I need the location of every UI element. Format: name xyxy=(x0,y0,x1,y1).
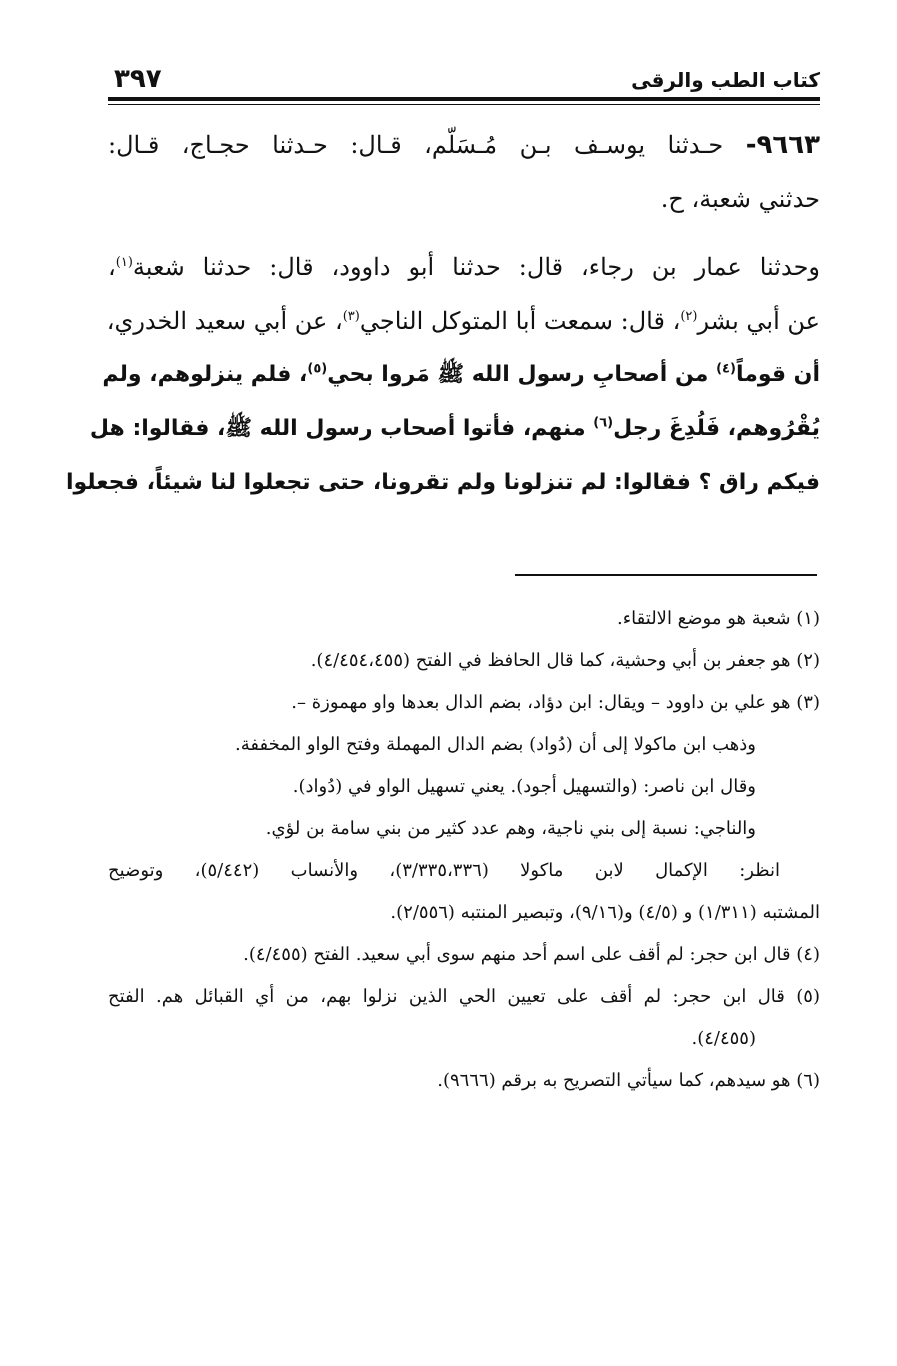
footnote-4: (٤) قال ابن حجر: لم أقف على اسم أحد منهم سوى أبي سعيد. الفتح (٤/٤٥٥). xyxy=(243,944,820,965)
text-line xyxy=(65,456,820,510)
text-segment: منهم، فأتوا أصحاب رسول الله ﷺ، فقالوا: هل xyxy=(89,416,594,441)
footnote-marker[interactable]: (٣) xyxy=(342,309,360,324)
footnote-3-continued: وذهب ابن ماكولا إلى أن (دُواد) بضم الدال المهملة وفتح الواو المخففة. xyxy=(235,734,756,755)
text-segment: ، قال: سمعت أبا المتوكل الناجي xyxy=(359,307,681,335)
header-rule xyxy=(108,97,820,101)
footnote-marker[interactable]: (٦) xyxy=(593,415,614,431)
footnote-marker[interactable]: (٤) xyxy=(716,361,736,377)
text-line xyxy=(102,348,820,402)
footnote-6: (٦) هو سيدهم، كما سيأتي التصريح به برقم (٩٦٦٦). xyxy=(437,1070,820,1091)
footnote-3-continued: المشتبه (١/٣١١) و (٤/٥) و(٩/١٦)، وتبصير المنتبه (٢/٥٥٦). xyxy=(390,902,820,923)
footnote-3: (٣) هو علي بن داوود – ويقال: ابن دؤاد، بضم الدال بعدها واو مهموزة –. xyxy=(291,692,820,713)
footnote-marker[interactable]: (١) xyxy=(115,255,133,270)
text-line xyxy=(108,172,820,226)
text-segment: من أصحابِ رسول الله ﷺ مَروا بحي xyxy=(327,362,717,387)
footnote-marker[interactable]: (٥) xyxy=(307,361,328,377)
text-line xyxy=(108,240,820,294)
page-header xyxy=(108,62,820,96)
footnote-marker[interactable]: (٢) xyxy=(680,309,698,324)
text-line xyxy=(108,118,820,172)
text-segment: ، xyxy=(108,253,116,281)
text-segment: حدثني شعبة، ح. xyxy=(660,185,820,213)
page-number: ٣٩٧ xyxy=(114,64,162,94)
text-segment: حـدثنا يوسـف بـن مُـسَلّم، قـال: حـدثنا حجـاج، قـال: xyxy=(108,131,724,159)
text-segment: فيكم راق ؟ فقالوا: لم تنزلونا ولم تقرونا، حتى تجعلوا لنا شيئاً، فجعلوا xyxy=(65,470,820,495)
footnote-1: (١) شعبة هو موضع الالتقاء. xyxy=(616,608,820,629)
footnote-3-continued: انظر: الإكمال لابن ماكولا (٣/٣٣٥،٣٣٦)، والأنساب (٥/٤٤٢)، وتوضيح xyxy=(108,860,780,881)
text-segment: وحدثنا عمار بن رجاء، قال: حدثنا أبو داوود، قال: حدثنا شعبة xyxy=(132,253,820,281)
footnote-2: (٢) هو جعفر بن أبي وحشية، كما قال الحافظ في الفتح (٤/٤٥٤،٤٥٥). xyxy=(310,650,820,671)
text-segment: عن أبي بشر xyxy=(697,307,820,335)
text-line xyxy=(108,294,820,348)
book-title: كتاب الطب والرقى xyxy=(631,68,820,92)
text-line xyxy=(89,402,820,456)
footnote-5: (٥) قال ابن حجر: لم أقف على تعيين الحي الذين نزلوا بهم، من أي القبائل هم. الفتح xyxy=(108,986,820,1007)
footnotes xyxy=(108,598,820,1102)
footnote-3-continued: وقال ابن ناصر: (والتسهيل أجود). يعني تسهيل الواو في (دُواد). xyxy=(292,776,756,797)
footnote-separator xyxy=(515,574,817,576)
footnote-3-continued: والناجي: نسبة إلى بني ناجية، وهم عدد كثير من بني سامة بن لؤي. xyxy=(265,818,756,839)
main-text xyxy=(65,118,820,510)
footnote-5-continued: (٤/٤٥٥). xyxy=(691,1028,756,1049)
hadith-number: ٩٦٦٣- xyxy=(745,130,820,160)
text-segment: أن قوماً xyxy=(735,362,820,387)
text-segment: ، عن أبي سعيد الخدري، xyxy=(106,307,343,335)
text-segment: يُقْرُوهم، فَلُدِغَ رجل xyxy=(613,416,820,441)
header-rule-thin xyxy=(108,104,820,105)
text-segment: ، فلم ينزلوهم، ولم xyxy=(102,362,308,387)
